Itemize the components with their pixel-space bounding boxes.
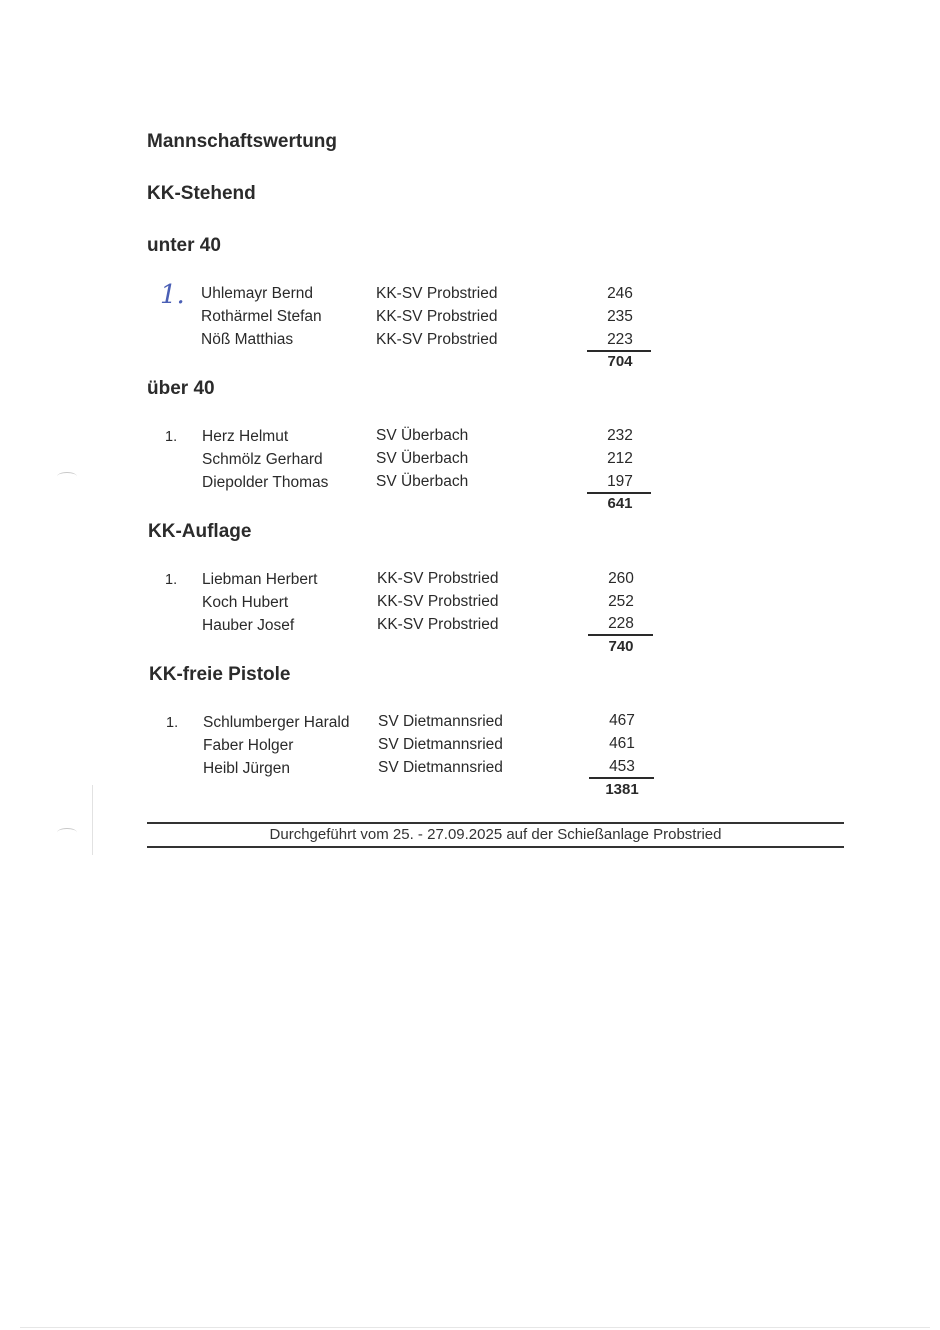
score-value: 212 [607, 450, 633, 467]
punch-hole-mark [57, 472, 77, 481]
team-total: 740 [608, 638, 634, 655]
score-value: 228 [608, 615, 634, 632]
team-total: 1381 [605, 781, 639, 798]
shooter-name: Uhlemayr Bernd [201, 285, 313, 302]
team-total: 704 [607, 353, 633, 370]
shooter-name: Heibl Jürgen [203, 760, 291, 777]
club-name: SV Überbach [376, 473, 469, 490]
section-heading-ueber-40: über 40 [147, 378, 215, 399]
handwritten-rank: 1. [160, 280, 185, 310]
footer-rule-top [147, 822, 844, 824]
discipline-heading-kk-stehend: KK-Stehend [147, 183, 256, 204]
shooter-name: Faber Holger [203, 737, 294, 754]
score-value: 223 [607, 331, 633, 348]
score-value: 197 [607, 473, 633, 490]
shooter-name: Nöß Matthias [201, 331, 294, 348]
shooter-name: Diepolder Thomas [202, 474, 329, 491]
sum-underline [587, 492, 651, 494]
rank-label: 1. [166, 715, 179, 731]
club-name: SV Überbach [376, 450, 469, 467]
score-value: 461 [609, 735, 635, 752]
shooter-name: Schmölz Gerhard [202, 451, 323, 468]
document-title: Mannschaftswertung [147, 131, 338, 152]
shooter-name: Rothärmel Stefan [201, 308, 322, 325]
shooter-name: Hauber Josef [202, 617, 295, 634]
club-name: KK-SV Probstried [377, 570, 499, 587]
rank-label: 1. [165, 429, 178, 445]
club-name: KK-SV Probstried [377, 593, 499, 610]
score-value: 453 [609, 758, 635, 775]
sum-underline [589, 777, 654, 779]
club-name: SV Überbach [376, 427, 469, 444]
scan-bottom-edge [20, 1327, 930, 1328]
rank-label: 1. [165, 572, 178, 588]
club-name: KK-SV Probstried [376, 285, 498, 302]
team-total: 641 [607, 495, 633, 512]
score-value: 235 [607, 308, 633, 325]
club-name: SV Dietmannsried [378, 759, 503, 776]
scan-edge-line [92, 785, 93, 855]
score-value: 246 [607, 285, 633, 302]
score-value: 260 [608, 570, 634, 587]
shooter-name: Schlumberger Harald [203, 714, 350, 731]
shooter-name: Herz Helmut [202, 428, 289, 445]
sum-underline [587, 350, 651, 352]
footer-note: Durchgeführt vom 25. - 27.09.2025 auf der Schießanlage Probstried [269, 826, 722, 843]
punch-hole-mark [57, 828, 77, 837]
shooter-name: Koch Hubert [202, 594, 289, 611]
score-value: 252 [608, 593, 634, 610]
score-value: 232 [607, 427, 633, 444]
sum-underline [588, 634, 653, 636]
club-name: KK-SV Probstried [377, 616, 499, 633]
section-heading-unter-40: unter 40 [147, 235, 221, 256]
score-value: 467 [609, 712, 635, 729]
shooter-name: Liebman Herbert [202, 571, 318, 588]
club-name: SV Dietmannsried [378, 736, 503, 753]
club-name: SV Dietmannsried [378, 713, 503, 730]
club-name: KK-SV Probstried [376, 308, 498, 325]
footer-rule-bottom [147, 846, 844, 848]
section-heading-kk-freie-pistole: KK-freie Pistole [149, 664, 291, 685]
club-name: KK-SV Probstried [376, 331, 498, 348]
section-heading-kk-auflage: KK-Auflage [148, 521, 252, 542]
